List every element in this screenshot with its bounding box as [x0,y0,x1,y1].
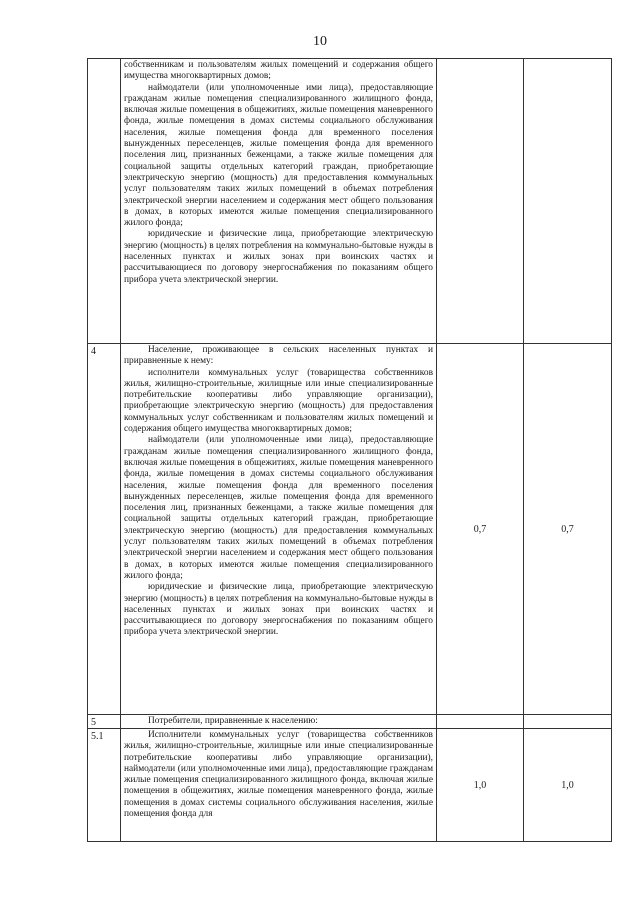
row-description [121,344,437,715]
paragraph: наймодатели (или уполномоченные ими лица), предоставляющие гражданам жилые помещения специализированного жилищного фонда, включая жилые помещения в общежитиях, жилые помещения маневренного фонда, жилые помещения в домах системы социального обслуживания населения, жилые помещения фонда для временного поселения вынужденных переселенцев, жилые помещения фонда для временного поселения лиц, признанных беженцами, а также жилые помещения для социальной защиты отдельных категорий граждан, приобретающие электрическую энергию (мощность) для предоставления коммунальных услуг пользователям таких жилых помещений в объемах потребления электрической энергии населением и содержания мест общего пользования в домах, в которых имеются жилые помещения специализированного жилого фонда; [124,435,433,581]
paragraph: Потребители, приравненные к населению: [148,716,318,726]
value-cell: 1,0 [437,729,524,842]
paragraph: юридические и физические лица, приобретающие электрическую энергию (мощность) в целях потребления на коммунально-бытовые нужды в населенных пунктах и жилых зонах при воинских частях и рассчитывающиеся по договору энергоснабжения по показаниям общего прибора учета электрической энергии. [124,229,433,285]
table-row [88,729,612,842]
value-cell [437,59,524,344]
paragraph: юридические и физические лица, приобретающие электрическую энергию (мощность) в целях потребления на коммунально-бытовые нужды в населенных пунктах и жилых зонах при воинских частях и рассчитывающиеся по договору энергоснабжения по показаниям общего прибора учета электрической энергии. [124,582,433,638]
value-cell [524,715,612,729]
row-number: 5 [88,715,121,729]
paragraph: наймодатели (или уполномоченные ими лица), предоставляющие гражданам жилые помещения специализированного жилищного фонда, включая жилые помещения в общежитиях, жилые помещения маневренного фонда, жилые помещения в домах системы социального обслуживания населения, жилые помещения фонда для временного поселения вынужденных переселенцев, жилые помещения фонда для временного поселения лиц, признанных беженцами, а также жилые помещения для социальной защиты отдельных категорий граждан, приобретающие электрическую энергию (мощность) для предоставления коммунальных услуг пользователям таких жилых помещений в объемах потребления электрической энергии населением и содержания мест общего пользования в домах, в которых имеются жилые помещения специализированного жилого фонда; [124,82,433,229]
row-number: 5.1 [88,729,121,842]
row-description [121,59,437,344]
value-cell: 0,7 [524,344,612,715]
tariff-table [87,58,612,842]
row-number: 4 [88,344,121,715]
value-cell: 0,7 [437,344,524,715]
table-row [88,715,612,729]
value-cell [437,715,524,729]
paragraph: исполнители коммунальных услуг (товарищества собственников жилья, жилищно-строительные, жилищные или иные специализированные потребительские кооперативы либо управляющие организации), приобретающие электрическую энергию (мощность) для предоставления коммунальных услуг собственникам и пользователям жилых помещений и содержания общего имущества многоквартирных домов; [124,367,433,435]
paragraph: Население, проживающее в сельских населенных пунктах и приравненные к нему: [124,345,433,367]
row-description [121,729,437,842]
value-cell [524,59,612,344]
value-cell: 1,0 [524,729,612,842]
page-number: 10 [313,34,327,49]
row-number [88,59,121,344]
paragraph: собственникам и пользователям жилых помещений и содержания общего имущества многоквартирных домов; [124,60,433,82]
row-description [121,715,437,729]
table-row [88,344,612,715]
table-row [88,59,612,344]
paragraph: Исполнители коммунальных услуг (товарищества собственников жилья, жилищно-строительные, жилищные или иные специализированные потребительские кооперативы либо управляющие организации), наймодатели (или уполномоченные ими лица), предоставляющие гражданам жилые помещения специализированного жилищного фонда, включая жилые помещения в общежитиях, жилые помещения маневренного фонда, жилые помещения в домах системы социального обслуживания населения, жилые помещения фонда для [124,730,433,820]
